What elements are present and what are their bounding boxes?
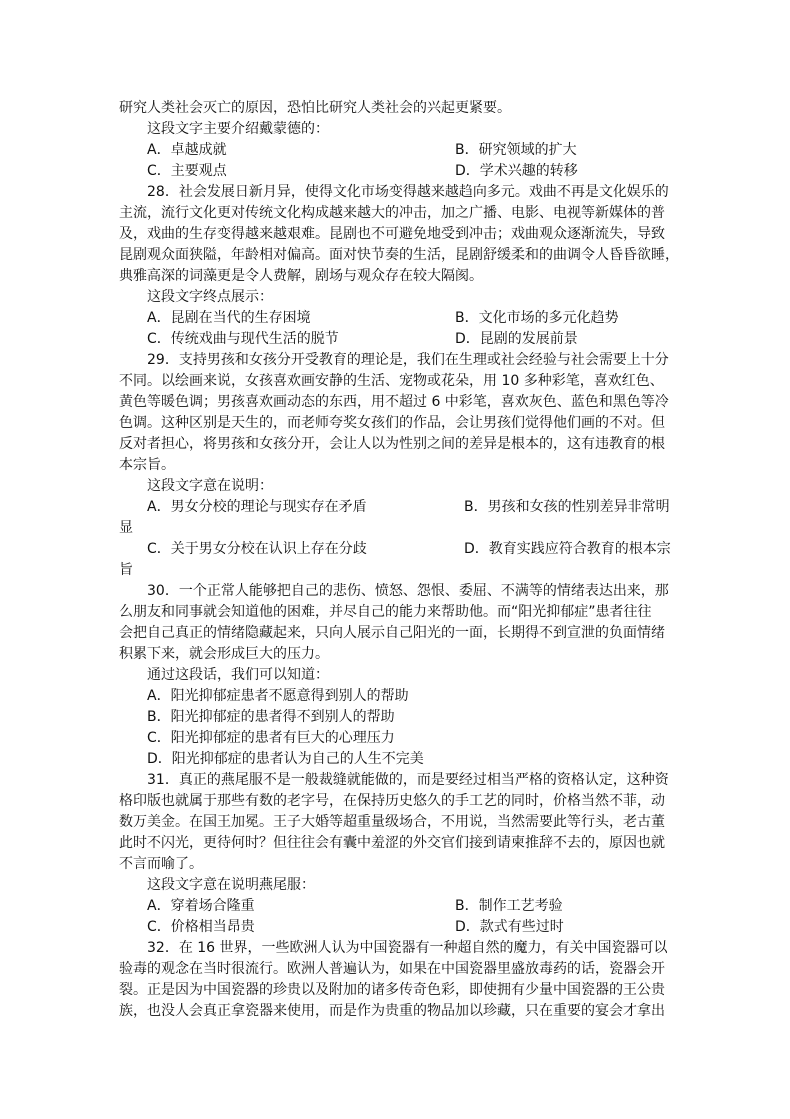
answer-option: D．学术兴趣的转移 [455, 163, 578, 179]
text-line: 旨 [119, 562, 133, 578]
document-page [119, 98, 679, 1022]
text-line: 色调。这种区别是天生的，而老师夸奖女孩们的作品，会让男孩们觉得他们画的不对。但 [119, 415, 665, 431]
text-line: 此时不闪光，更待何时？但往往会有囊中羞涩的外交官们接到请柬推辞不去的，原因也就 [119, 835, 665, 851]
answer-option: A．阳光抑郁症患者不愿意得到别人的帮助 [147, 688, 409, 704]
answer-option: D．阳光抑郁症的患者认为自己的人生不完美 [147, 751, 424, 767]
question-prompt: 这段文字意在说明燕尾服： [147, 877, 315, 893]
question-paragraph-start: 29．支持男孩和女孩分开受教育的理论是，我们在生理或社会经验与社会需要上十分 [147, 352, 669, 368]
question-prompt: 这段文字意在说明： [147, 478, 273, 494]
question-prompt: 通过这段话，我们可以知道： [147, 667, 329, 683]
text-line: 裂。正是因为中国瓷器的珍贵以及附加的诸多传奇色彩，即使拥有少量中国瓷器的王公贵 [119, 982, 665, 998]
text-line: 不言而喻了。 [119, 856, 203, 872]
text-line: 研究人类社会灭亡的原因，恐怕比研究人类社会的兴起更紧要。 [119, 100, 511, 116]
text-line: 数万美金。在国王加冕。王子大婚等超重量级场合，不用说，当然需要此等行头，老古董 [119, 814, 665, 830]
text-line: 不同。以绘画来说，女孩喜欢画安静的生活、宠物或花朵，用 10 多种彩笔，喜欢红色、 [119, 373, 664, 389]
text-line: 典雅高深的词藻更是令人费解，剧场与观众存在较大隔阂。 [119, 268, 483, 284]
answer-options-row [119, 329, 634, 350]
answer-option: C．传统戏曲与现代生活的脱节 [147, 331, 339, 347]
text-line: 格印版也就属于那些有数的老字号，在保持历史悠久的手工艺的同时，价格当然不菲，动 [119, 793, 665, 809]
text-line: 积累下来，就会形成巨大的压力。 [119, 646, 329, 662]
text-line: 显 [119, 520, 133, 536]
answer-options-row [119, 539, 671, 560]
answer-option: B．男孩和女孩的性别差异非常明 [464, 499, 670, 515]
answer-option: C．价格相当昂贵 [147, 919, 255, 935]
question-paragraph-start: 31．真正的燕尾服不是一般裁缝就能做的，而是要经过相当严格的资格认定，这种资 [147, 772, 669, 788]
question-paragraph-start: 32．在 16 世界，一些欧洲人认为中国瓷器有一种超自然的魔力，有关中国瓷器可以 [147, 940, 668, 956]
text-line: 反对者担心，将男孩和女孩分开，会让人以为性别之间的差异是根本的，这有违教育的根 [119, 436, 665, 452]
text-line: 昆剧观众面狭隘，年龄相对偏高。面对快节奏的生活，昆剧舒缓柔和的曲调令人昏昏欲睡， [119, 247, 679, 263]
text-line: 验毒的观念在当时很流行。欧洲人普遍认为，如果在中国瓷器里盛放毒药的话，瓷器会开 [119, 961, 665, 977]
question-prompt: 这段文字主要介绍戴蒙德的： [147, 121, 329, 137]
answer-option: B．文化市场的多元化趋势 [455, 310, 619, 326]
answer-option: A．穿着场合隆重 [147, 898, 255, 914]
answer-option: D．款式有些过时 [455, 919, 564, 935]
answer-option: C．关于男女分校在认识上存在分歧 [147, 541, 367, 557]
question-prompt: 这段文字终点展示： [147, 289, 273, 305]
answer-option: D．教育实践应符合教育的根本宗 [464, 541, 671, 557]
answer-option: B．阳光抑郁症的患者得不到别人的帮助 [147, 709, 395, 725]
text-line: 么朋友和同事就会知道他的困难，并尽自己的能力来帮助他。而“阳光抑郁症”患者往往 [119, 604, 652, 620]
answer-option: C．主要观点 [147, 163, 227, 179]
text-line: 族，也没人会真正拿瓷器来使用，而是作为贵重的物品加以珍藏，只在重要的宴会才拿出 [119, 1003, 665, 1019]
answer-option: B．制作工艺考验 [455, 898, 563, 914]
text-line: 主流，流行文化更对传统文化构成越来越大的冲击，加之广播、电影、电视等新媒体的普 [119, 205, 665, 221]
answer-options-row [119, 140, 634, 161]
text-line: 黄色等暖色调；男孩喜欢画动态的东西，用不超过 6 中彩笔，喜欢灰色、蓝色和黑色等冷 [119, 394, 669, 410]
answer-options-row [119, 161, 634, 182]
answer-option: A．昆剧在当代的生存困境 [147, 310, 311, 326]
answer-option: A．男女分校的理论与现实存在矛盾 [147, 499, 367, 515]
answer-option: C．阳光抑郁症的患者有巨大的心理压力 [147, 730, 395, 746]
question-paragraph-start: 28．社会发展日新月异，使得文化市场变得越来越趋向多元。戏曲不再是文化娱乐的 [147, 184, 669, 200]
answer-options-row [119, 896, 634, 917]
answer-options-row [119, 308, 634, 329]
answer-option: A．卓越成就 [147, 142, 227, 158]
answer-options-row [119, 497, 670, 518]
answer-option: B．研究领域的扩大 [455, 142, 577, 158]
question-paragraph-start: 30．一个正常人能够把自己的悲伤、愤怒、怨恨、委屈、不满等的情绪表达出来，那 [147, 583, 669, 599]
answer-options-row [119, 917, 634, 938]
text-line: 会把自己真正的情绪隐藏起来，只向人展示自己阳光的一面，长期得不到宣泄的负面情绪 [119, 625, 665, 641]
answer-option: D．昆剧的发展前景 [455, 331, 578, 347]
text-line: 及，戏曲的生存变得越来越艰难。昆剧也不可避免地受到冲击；戏曲观众逐渐流失，导致 [119, 226, 665, 242]
text-line: 本宗旨。 [119, 457, 175, 473]
